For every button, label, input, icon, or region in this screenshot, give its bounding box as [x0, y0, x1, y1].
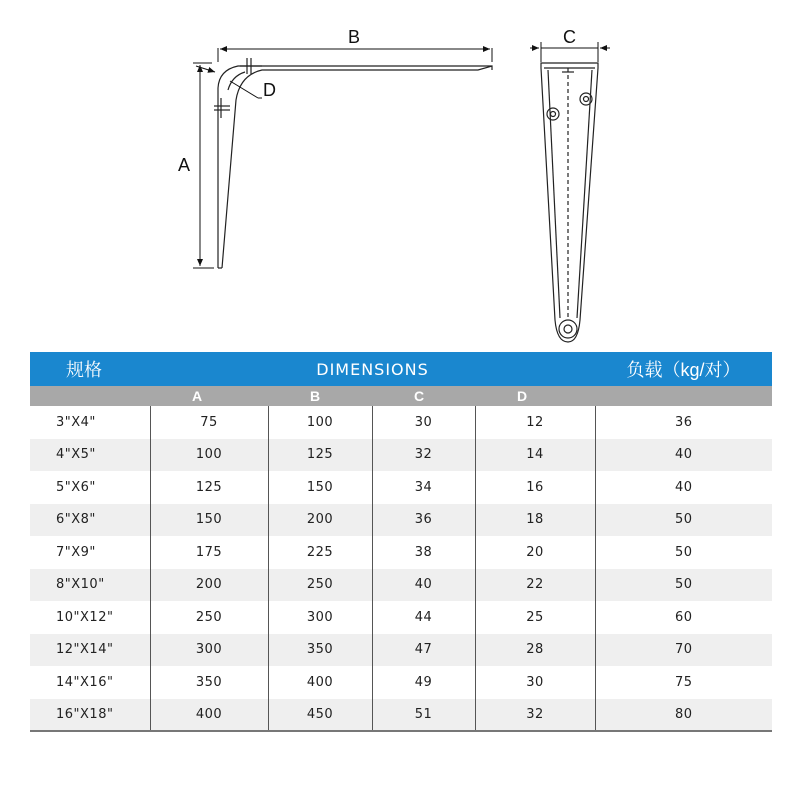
load-cell: 50	[595, 569, 772, 602]
load-cell: 50	[674, 544, 693, 560]
c-cell: 30	[372, 406, 475, 439]
c-cell: 38	[372, 536, 475, 569]
c-cell: 32	[372, 439, 475, 472]
d-cell: 14	[475, 439, 595, 472]
d-cell: 28	[475, 634, 595, 667]
c-cell: 47	[372, 634, 475, 667]
table-row	[30, 504, 772, 537]
column-c-header: C	[372, 386, 475, 406]
d-cell: 32	[475, 699, 595, 732]
dimension-a-label: A	[178, 155, 191, 175]
b-cell: 150	[268, 471, 372, 504]
spec-cell: 7"X9"	[30, 536, 150, 569]
d-cell: 16	[475, 471, 595, 504]
a-cell: 200	[150, 569, 268, 602]
spec-cell: 8"X10"	[30, 569, 150, 602]
table-row	[30, 569, 772, 602]
bracket-drawing	[0, 0, 800, 345]
c-cell: 40	[372, 569, 475, 602]
c-cell: 44	[372, 601, 475, 634]
dimensions-header: DIMENSIONS	[150, 352, 595, 386]
dimension-b	[218, 48, 492, 62]
table-row	[30, 601, 772, 634]
b-cell: 225	[268, 536, 372, 569]
spec-cell: 16"X18"	[30, 699, 150, 732]
a-cell: 75	[150, 406, 268, 439]
a-cell: 250	[150, 601, 268, 634]
spec-cell: 6"X8"	[30, 504, 150, 537]
column-d-header: D	[475, 386, 595, 406]
table-title-row	[30, 352, 772, 386]
table-body	[30, 406, 772, 731]
load-cell: 36	[674, 414, 693, 430]
d-cell: 18	[475, 504, 595, 537]
load-cell: 40	[674, 479, 693, 495]
b-cell: 200	[268, 504, 372, 537]
a-cell: 350	[150, 666, 268, 699]
a-cell: 400	[150, 699, 268, 732]
c-cell: 49	[372, 666, 475, 699]
load-cell: 50	[595, 504, 772, 537]
b-cell: 125	[268, 439, 372, 472]
spec-cell: 14"X16"	[30, 666, 150, 699]
dimension-d	[196, 66, 262, 98]
b-cell: 350	[268, 634, 372, 667]
bracket-front-view	[541, 63, 598, 342]
table-row	[30, 699, 772, 732]
a-cell: 125	[150, 471, 268, 504]
c-cell: 34	[372, 471, 475, 504]
subheader-blank	[595, 386, 772, 406]
a-cell: 150	[150, 504, 268, 537]
d-cell: 22	[475, 569, 595, 602]
spec-header: 规格	[30, 352, 150, 386]
a-cell: 100	[150, 439, 268, 472]
load-cell: 75	[674, 674, 693, 690]
c-cell: 36	[372, 504, 475, 537]
load-header: 负载（kg/对）	[595, 352, 772, 386]
dimension-c-label: C	[563, 27, 576, 47]
column-b-header: B	[268, 386, 372, 406]
dimension-b-label: B	[348, 27, 361, 47]
spec-cell: 3"X4"	[30, 406, 150, 439]
load-cell: 80	[595, 699, 772, 732]
spec-table	[30, 352, 772, 732]
b-cell: 250	[268, 569, 372, 602]
table-row	[30, 439, 772, 472]
load-cell: 70	[595, 634, 772, 667]
b-cell: 100	[268, 406, 372, 439]
dimension-a	[193, 63, 214, 268]
d-cell: 12	[475, 406, 595, 439]
d-cell: 20	[475, 536, 595, 569]
c-cell: 51	[372, 699, 475, 732]
dimension-d-label: D	[263, 80, 276, 100]
table-row	[30, 471, 772, 504]
table-row	[30, 406, 772, 439]
subheader-blank	[30, 386, 150, 406]
b-cell: 300	[268, 601, 372, 634]
table-row	[30, 634, 772, 667]
spec-cell: 10"X12"	[30, 601, 150, 634]
table-subheader-row	[30, 386, 772, 406]
spec-cell: 12"X14"	[30, 634, 150, 667]
table-row	[30, 666, 772, 699]
load-cell: 60	[674, 609, 693, 625]
table-row	[30, 536, 772, 569]
spec-cell: 4"X5"	[30, 439, 150, 472]
d-cell: 30	[475, 666, 595, 699]
a-cell: 175	[150, 536, 268, 569]
column-a-header: A	[150, 386, 268, 406]
bracket-side-view	[214, 58, 492, 268]
d-cell: 25	[475, 601, 595, 634]
load-cell: 40	[595, 439, 772, 472]
b-cell: 450	[268, 699, 372, 732]
spec-cell: 5"X6"	[30, 471, 150, 504]
a-cell: 300	[150, 634, 268, 667]
b-cell: 400	[268, 666, 372, 699]
